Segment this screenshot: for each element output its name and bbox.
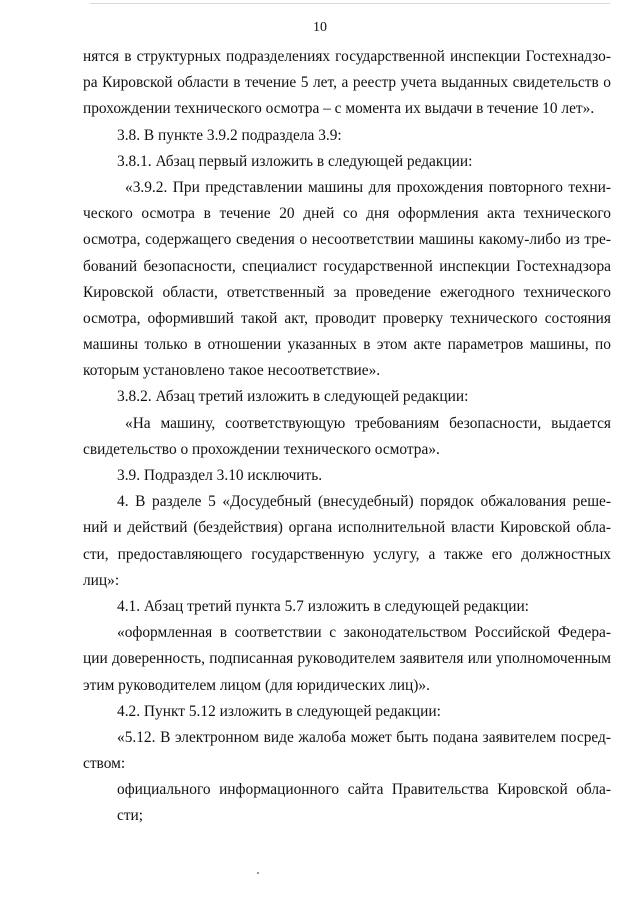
text-line: ством: <box>83 755 126 773</box>
text-line: 4.2. Пункт 5.12 изложить в следующей редакции: <box>117 702 441 720</box>
text-line: нятся в структурных подразделениях государственной инспекции Гостехнадзо- <box>83 48 611 65</box>
text-line: 4. В разделе 5 «Досудебный (внесудебный) порядок обжалования реше- <box>117 493 611 511</box>
text-line: ции доверенность, подписанная руководителем заявителя или уполномоченным <box>83 650 611 668</box>
text-line: «оформленная в соответствии с законодательством Российской Федера- <box>117 624 611 642</box>
text-line: «3.9.2. При представлении машины для прохождения повторного техни- <box>125 178 611 196</box>
text-line: сти; <box>117 807 144 825</box>
text-line: «5.12. В электронном виде жалоба может быть подана заявителем посред- <box>117 728 611 746</box>
top-edge-line <box>90 3 610 4</box>
text-line: осмотра, оформивший такой акт, проводит проверку технического состояния <box>83 309 611 327</box>
text-line: лиц»: <box>83 571 120 589</box>
text-line: бований безопасности, специалист государственной инспекции Гостехнадзора <box>83 257 611 275</box>
text-line: этим руководителем лицом (для юридических лиц)». <box>83 676 430 694</box>
text-line: свидетельство о прохождении технического осмотра». <box>83 440 440 458</box>
text-line: «На машину, соответствующую требованиям безопасности, выдается <box>125 414 611 432</box>
text-line: 3.8. В пункте 3.9.2 подраздела 3.9: <box>117 126 342 144</box>
text-line: осмотра, содержащего сведения о несоответствии машины какому-либо из тре- <box>83 231 611 249</box>
text-line: которым установлено такое несоответствие». <box>83 362 381 380</box>
scan-artifact-dot <box>257 872 259 874</box>
text-line: 3.9. Подраздел 3.10 исключить. <box>117 467 323 484</box>
text-line: Кировской области, ответственный за проведение ежегодного технического <box>83 283 611 301</box>
text-line: 3.8.2. Абзац третий изложить в следующей редакции: <box>117 388 469 406</box>
text-line: ний и действий (бездействия) органа исполнительной власти Кировской обла- <box>83 519 611 537</box>
text-line: 4.1. Абзац третий пункта 5.7 изложить в следующей редакции: <box>117 597 529 615</box>
document-body <box>83 44 611 830</box>
text-line: ра Кировской области в течение 5 лет, а реестр учета выданных свидетельств о <box>83 74 611 92</box>
text-line: 3.8.1. Абзац первый изложить в следующей редакции: <box>117 152 473 170</box>
text-line: сти, предоставляющего государственную услугу, а также его должностных <box>83 545 611 563</box>
text-line: прохождении технического осмотра – с момента их выдачи в течение 10 лет». <box>83 100 595 118</box>
page-number: 10 <box>313 20 327 35</box>
text-line: ческого осмотра в течение 20 дней со дня оформления акта технического <box>83 205 611 223</box>
text-line: официального информационного сайта Правительства Кировской обла- <box>117 781 611 799</box>
text-line: машины только в отношении указанных в этом акте параметров машины, по <box>83 336 611 354</box>
